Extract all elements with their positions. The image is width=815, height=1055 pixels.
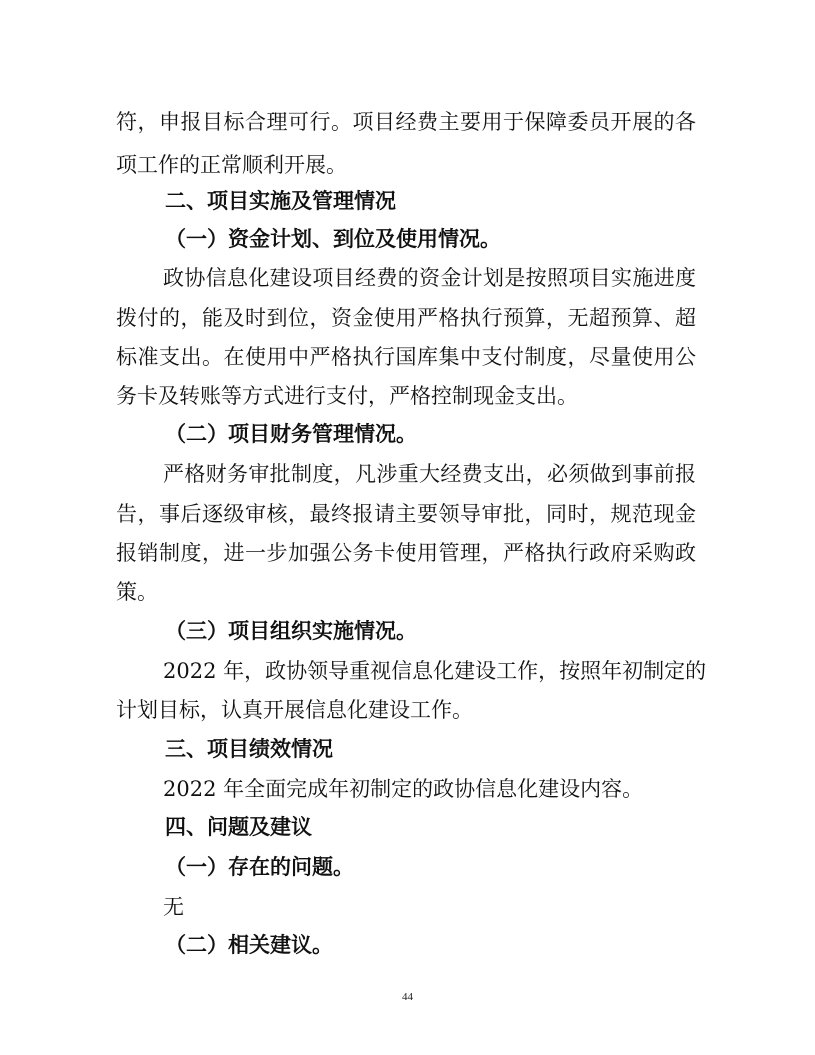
subsection-heading: （二）相关建议。 [165, 933, 333, 957]
section-heading: 四、问题及建议 [165, 815, 312, 839]
body-line: 标准支出。在使用中严格执行国库集中支付制度，尽量使用公 [116, 345, 696, 369]
body-line: 报销制度，进一步加强公务卡使用管理，严格执行政府采购政 [116, 541, 696, 565]
section-heading: 二、项目实施及管理情况 [165, 189, 396, 213]
body-line: 计划目标，认真开展信息化建设工作。 [116, 698, 473, 722]
body-line: 告，事后逐级审核，最终报请主要领导审批，同时，规范现金 [116, 502, 696, 526]
body-line: 2022 年，政协领导重视信息化建设工作，按照年初制定的 [163, 659, 707, 683]
body-line: 2022 年全面完成年初制定的政协信息化建设内容。 [163, 777, 644, 801]
body-line: 政协信息化建设项目经费的资金计划是按照项目实施进度 [163, 266, 696, 290]
body-line: 项工作的正常顺利开展。 [116, 153, 347, 177]
body-line: 拨付的，能及时到位，资金使用严格执行预算，无超预算、超 [116, 306, 696, 330]
subsection-heading: （一）存在的问题。 [165, 855, 354, 879]
body-line: 务卡及转账等方式进行支付，严格控制现金支出。 [116, 384, 578, 408]
body-line: 无 [163, 895, 184, 919]
body-line: 符，申报目标合理可行。项目经费主要用于保障委员开展的各 [116, 110, 696, 134]
subsection-heading: （一）资金计划、到位及使用情况。 [165, 227, 501, 251]
body-line: 策。 [116, 580, 158, 604]
body-line: 严格财务审批制度，凡涉重大经费支出，必须做到事前报 [163, 462, 696, 486]
subsection-heading: （二）项目财务管理情况。 [165, 422, 417, 446]
page-number: 44 [402, 991, 413, 1003]
subsection-heading: （三）项目组织实施情况。 [165, 619, 417, 643]
section-heading: 三、项目绩效情况 [165, 737, 333, 761]
